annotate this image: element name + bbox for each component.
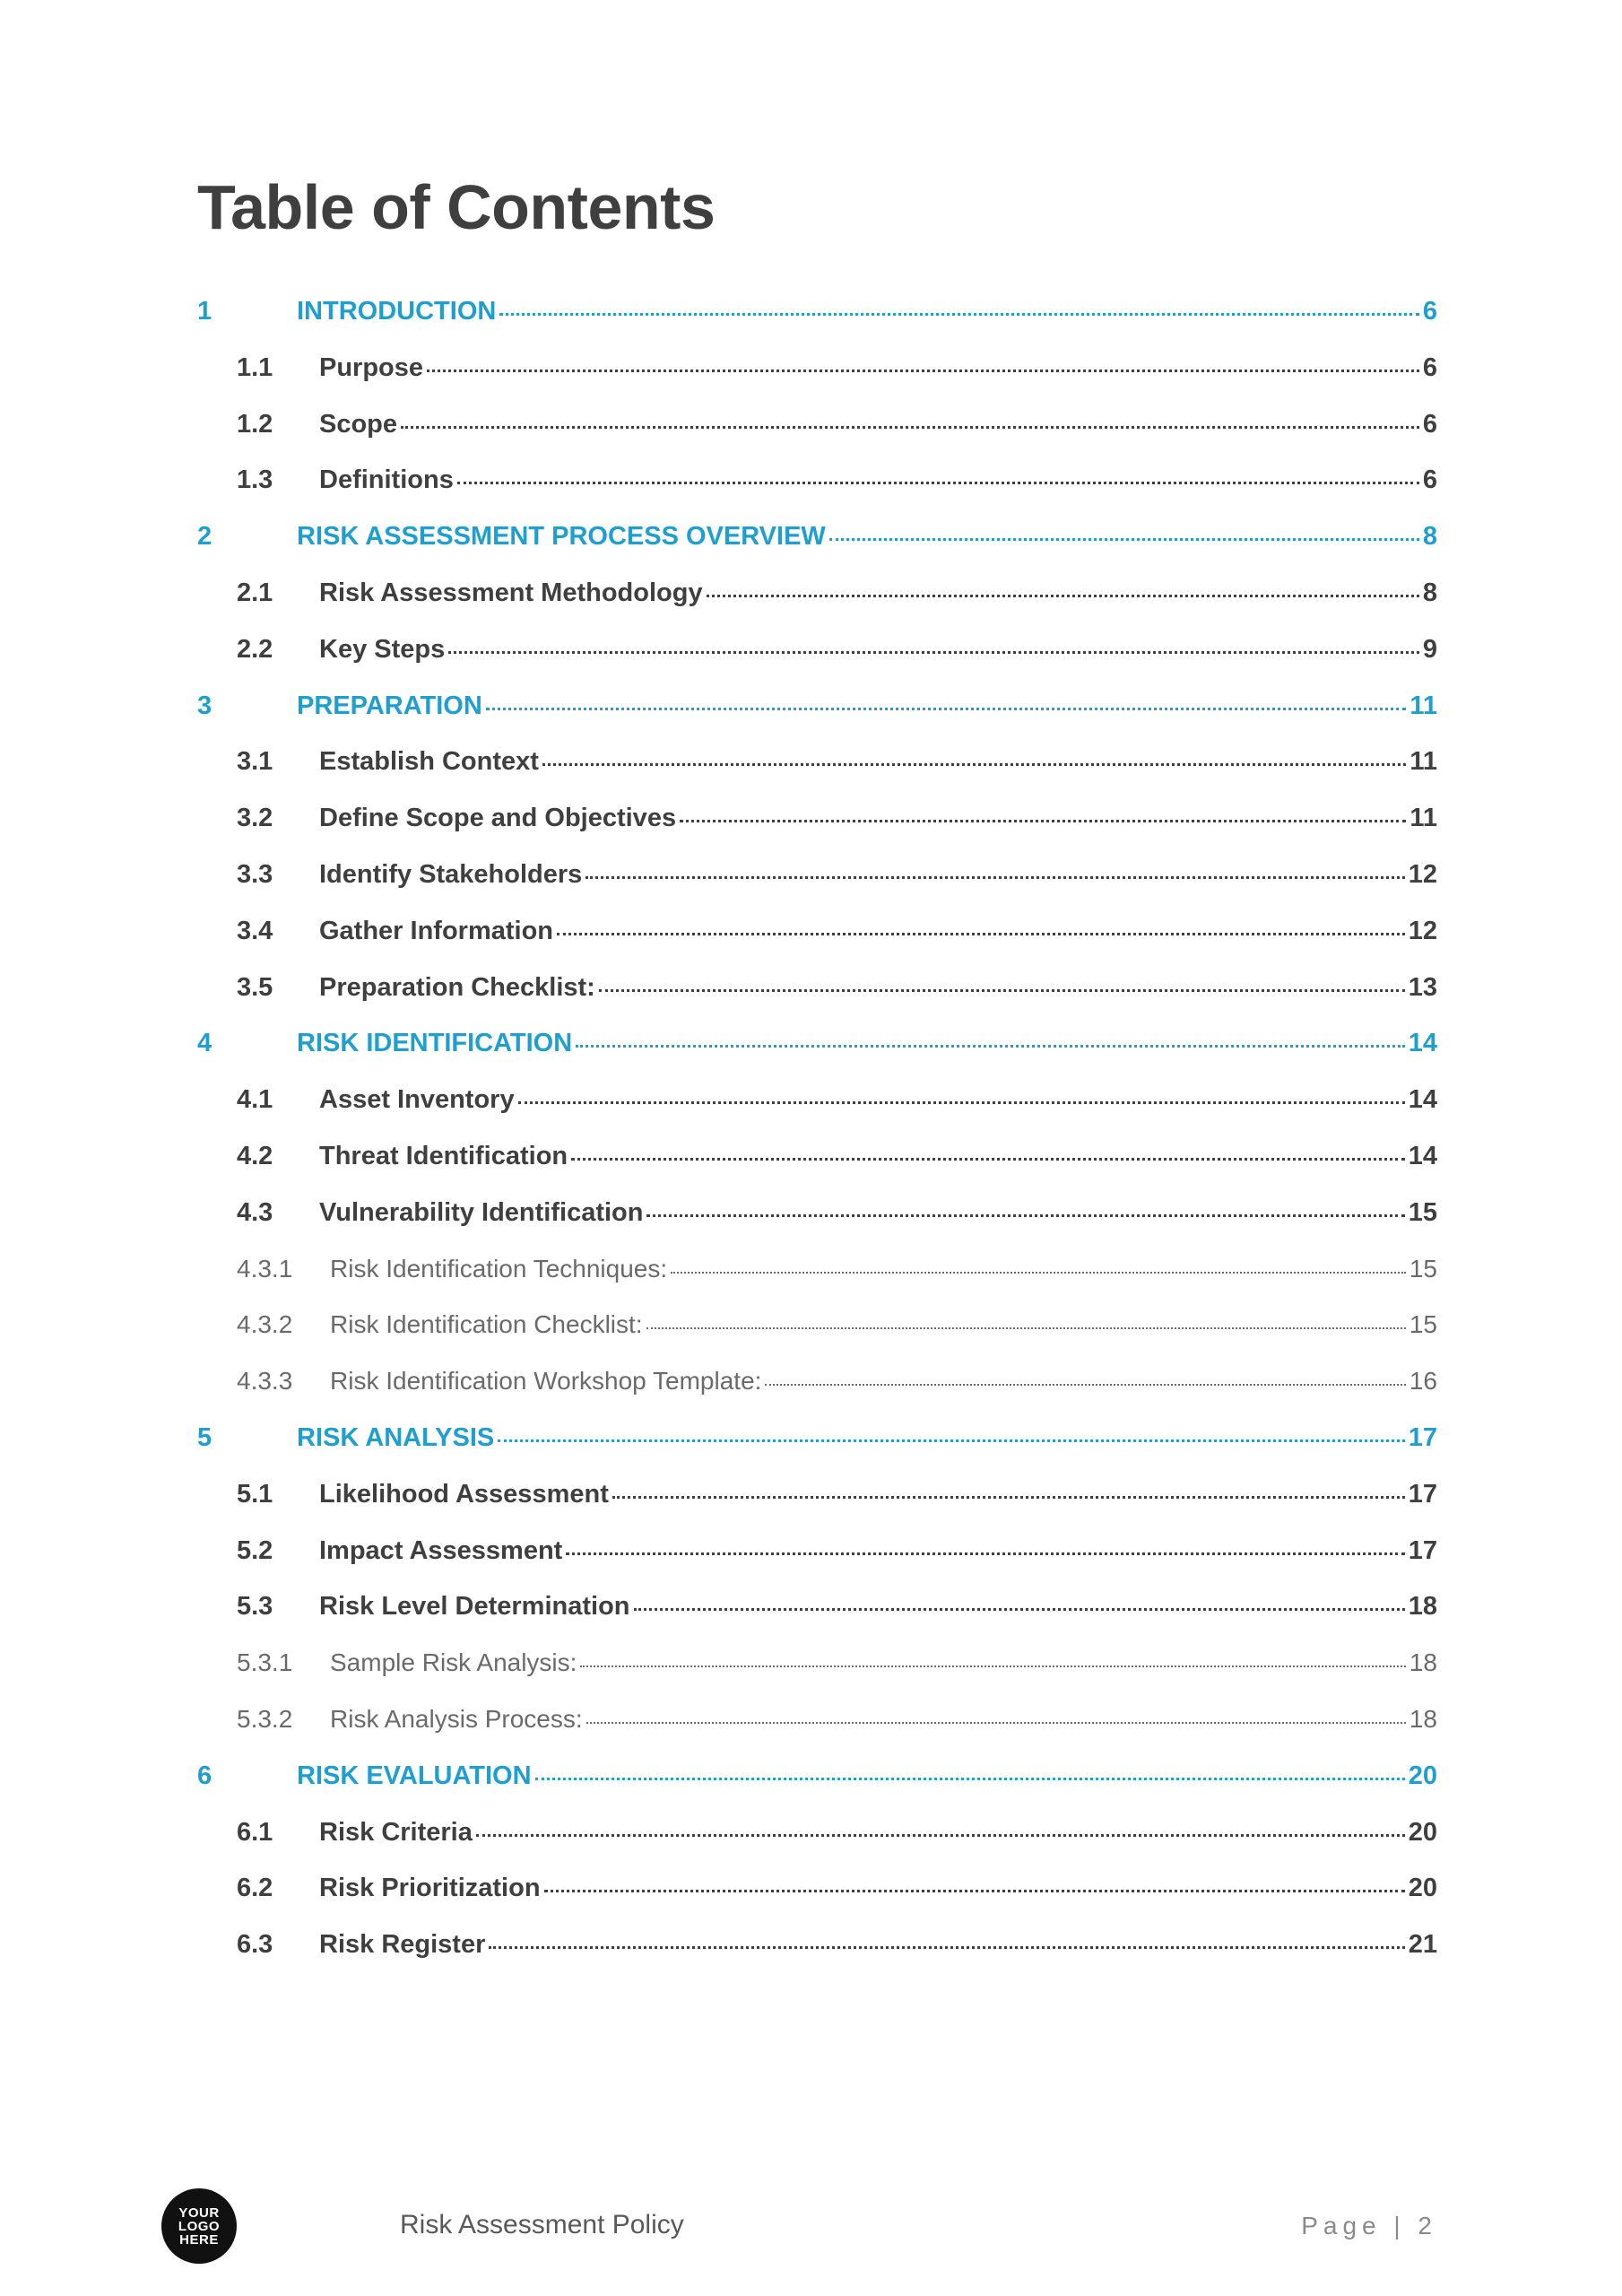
toc-dot-leader — [585, 876, 1404, 879]
toc-entry-number: 3.5 — [237, 972, 273, 1002]
toc-entry-title: Identify Stakeholders — [319, 859, 583, 889]
toc-dot-leader — [557, 933, 1405, 935]
toc-entry-4[interactable] — [197, 1031, 1437, 1087]
toc-entry-4-3-3[interactable] — [197, 1369, 1437, 1425]
toc-entry-number: 3.3 — [237, 859, 273, 889]
toc-entry-title: Purpose — [319, 352, 424, 382]
toc-entry-page: 12 — [1408, 859, 1437, 889]
toc-entry-page: 6 — [1422, 465, 1437, 495]
toc-entry-title: Risk Identification Workshop Template: — [330, 1367, 762, 1396]
toc-entry-3-5[interactable] — [197, 972, 1437, 1031]
toc-entry-number: 5.3.2 — [237, 1704, 293, 1733]
toc-entry-title: RISK ANALYSIS — [297, 1422, 495, 1452]
toc-entry-number: 3.1 — [237, 747, 273, 777]
toc-entry-page: 15 — [1409, 1310, 1437, 1339]
toc-entry-page: 8 — [1422, 578, 1437, 607]
toc-entry-title: Risk Prioritization — [319, 1874, 541, 1903]
toc-entry-1-3[interactable] — [197, 467, 1437, 524]
toc-entry-number: 4.3.3 — [237, 1367, 293, 1396]
toc-entry-page: 18 — [1408, 1592, 1437, 1622]
toc-entry-5-2[interactable] — [197, 1535, 1437, 1595]
toc-entry-4-3-2[interactable] — [197, 1312, 1437, 1369]
toc-entry-number: 2.1 — [237, 578, 273, 607]
toc-entry-title: Risk Criteria — [319, 1817, 473, 1847]
toc-dot-leader — [829, 538, 1419, 541]
toc-dot-leader — [707, 595, 1419, 597]
toc-dot-leader — [448, 651, 1419, 654]
toc-entry-page: 12 — [1408, 916, 1437, 945]
toc-dot-leader — [646, 1214, 1404, 1217]
toc-entry-3-3[interactable] — [197, 859, 1437, 918]
toc-entry-page: 14 — [1408, 1085, 1437, 1115]
toc-entry-page: 15 — [1408, 1197, 1437, 1227]
toc-entry-title: Key Steps — [319, 634, 446, 664]
toc-entry-title: Define Scope and Objectives — [319, 804, 677, 833]
footer-document-title: Risk Assessment Policy — [400, 2210, 684, 2239]
toc-entry-4-1[interactable] — [197, 1087, 1437, 1144]
toc-entry-number: 4.3.1 — [237, 1254, 293, 1283]
page-title: Table of Contents — [197, 172, 716, 242]
toc-entry-number: 3.4 — [237, 916, 273, 945]
toc-entry-3-1[interactable] — [197, 749, 1437, 805]
toc-dot-leader — [576, 1045, 1405, 1048]
logo-line: YOUR — [178, 2205, 220, 2221]
toc-dot-leader — [499, 313, 1419, 316]
toc-entry-page: 21 — [1408, 1930, 1437, 1960]
logo-line: HERE — [179, 2231, 219, 2248]
toc-entry-title: INTRODUCTION — [297, 297, 497, 326]
toc-entry-2-2[interactable] — [197, 634, 1437, 693]
toc-entry-number: 1.3 — [237, 465, 273, 495]
toc-entry-page: 11 — [1409, 747, 1437, 777]
toc-entry-title: Gather Information — [319, 916, 554, 945]
toc-entry-title: Asset Inventory — [319, 1085, 515, 1115]
toc-entry-page: 16 — [1409, 1367, 1437, 1396]
toc-entry-title: PREPARATION — [297, 691, 482, 720]
toc-entry-page: 8 — [1422, 522, 1437, 552]
toc-entry-title: RISK EVALUATION — [297, 1761, 532, 1790]
toc-dot-leader — [486, 708, 1407, 710]
toc-entry-number: 4.1 — [237, 1085, 273, 1115]
toc-dot-leader — [566, 1552, 1404, 1555]
toc-entry-title: Sample Risk Analysis: — [330, 1648, 577, 1677]
toc-entry-number: 1 — [197, 297, 213, 326]
toc-entry-number: 6.1 — [237, 1817, 273, 1847]
toc-entry-title: Establish Context — [319, 747, 539, 777]
toc-entry-6[interactable] — [197, 1763, 1437, 1820]
toc-entry-title: Vulnerability Identification — [319, 1197, 644, 1227]
toc-entry-1[interactable] — [197, 299, 1437, 355]
toc-entry-number: 3.2 — [237, 804, 273, 833]
toc-entry-3[interactable] — [197, 693, 1437, 750]
toc-entry-number: 3 — [197, 691, 213, 720]
toc-entry-page: 14 — [1408, 1141, 1437, 1170]
logo-line: LOGO — [178, 2218, 221, 2234]
toc-entry-page: 17 — [1408, 1535, 1437, 1565]
toc-dot-leader — [571, 1158, 1405, 1161]
toc-entry-title: Risk Level Determination — [319, 1592, 630, 1622]
toc-entry-page: 11 — [1409, 691, 1437, 720]
toc-entry-page: 17 — [1408, 1422, 1437, 1452]
toc-entry-title: Risk Analysis Process: — [330, 1704, 583, 1733]
toc-entry-3-4[interactable] — [197, 918, 1437, 975]
toc-entry-title: Threat Identification — [319, 1141, 568, 1170]
toc-entry-number: 5.2 — [237, 1535, 273, 1565]
toc-entry-number: 1.2 — [237, 409, 273, 439]
toc-dot-leader — [542, 763, 1406, 766]
toc-entry-title: Risk Assessment Methodology — [319, 578, 703, 607]
toc-dot-leader — [544, 1890, 1405, 1892]
toc-entry-title: Impact Assessment — [319, 1535, 563, 1565]
toc-dot-leader — [489, 1946, 1404, 1949]
toc-entry-1-1[interactable] — [197, 352, 1437, 412]
toc-entry-page: 6 — [1422, 297, 1437, 326]
toc-entry-number: 6.3 — [237, 1930, 273, 1960]
toc-dot-leader — [680, 820, 1406, 822]
toc-entry-page: 20 — [1408, 1874, 1437, 1903]
toc-dot-leader — [612, 1496, 1405, 1499]
toc-entry-page: 13 — [1408, 972, 1437, 1002]
toc-entry-5-3[interactable] — [197, 1594, 1437, 1650]
toc-entry-page: 20 — [1408, 1761, 1437, 1790]
toc-entry-4-3[interactable] — [197, 1197, 1437, 1257]
toc-entry-number: 6.2 — [237, 1874, 273, 1903]
toc-entry-5[interactable] — [197, 1422, 1437, 1482]
toc-entry-page: 14 — [1408, 1029, 1437, 1058]
toc-entry-3-2[interactable] — [197, 805, 1437, 862]
toc-entry-number: 4.3.2 — [237, 1310, 293, 1339]
toc-dot-leader — [580, 1665, 1405, 1667]
toc-dot-leader — [401, 426, 1419, 429]
toc-entry-2-1[interactable] — [197, 580, 1437, 637]
toc-entry-6-2[interactable] — [197, 1875, 1437, 1932]
toc-entry-page: 6 — [1422, 409, 1437, 439]
toc-entry-title: Risk Identification Checklist: — [330, 1310, 643, 1339]
toc-dot-leader — [498, 1439, 1405, 1442]
toc-entry-2[interactable] — [197, 524, 1437, 580]
toc-entry-title: RISK IDENTIFICATION — [297, 1029, 573, 1058]
toc-entry-number: 2.2 — [237, 634, 273, 664]
toc-dot-leader — [599, 989, 1405, 992]
toc-entry-title: Risk Register — [319, 1930, 486, 1960]
toc-entry-4-3-1[interactable] — [197, 1254, 1437, 1313]
table-of-contents — [197, 299, 1437, 1988]
toc-dot-leader — [634, 1608, 1405, 1611]
toc-entry-number: 5.3.1 — [237, 1648, 293, 1677]
toc-entry-number: 5.1 — [237, 1479, 273, 1509]
toc-entry-title: RISK ASSESSMENT PROCESS OVERVIEW — [297, 522, 826, 552]
toc-entry-5-3-2[interactable] — [197, 1704, 1437, 1763]
toc-entry-number: 5 — [197, 1422, 213, 1452]
toc-entry-page: 20 — [1408, 1817, 1437, 1847]
toc-entry-page: 17 — [1408, 1479, 1437, 1509]
toc-dot-leader — [535, 1778, 1405, 1780]
toc-dot-leader — [476, 1834, 1405, 1837]
toc-entry-page: 6 — [1422, 352, 1437, 382]
toc-entry-4-2[interactable] — [197, 1141, 1437, 1200]
toc-entry-6-3[interactable] — [197, 1932, 1437, 1988]
toc-dot-leader — [586, 1722, 1406, 1724]
toc-entry-title: Preparation Checklist: — [319, 972, 595, 1002]
toc-dot-leader — [518, 1101, 1405, 1104]
toc-entry-number: 5.3 — [237, 1592, 273, 1622]
toc-entry-5-1[interactable] — [197, 1479, 1437, 1538]
toc-entry-number: 4.2 — [237, 1141, 273, 1170]
toc-entry-number: 4 — [197, 1029, 213, 1058]
toc-entry-number: 6 — [197, 1761, 213, 1790]
toc-dot-leader — [457, 482, 1419, 484]
toc-entry-title: Scope — [319, 409, 398, 439]
toc-entry-number: 4.3 — [237, 1197, 273, 1227]
toc-entry-title: Risk Identification Techniques: — [330, 1254, 668, 1283]
toc-entry-1-2[interactable] — [197, 409, 1437, 468]
toc-dot-leader — [427, 370, 1419, 372]
logo — [161, 2188, 237, 2264]
toc-dot-leader — [765, 1384, 1405, 1386]
toc-entry-page: 9 — [1422, 634, 1437, 664]
toc-entry-title: Likelihood Assessment — [319, 1479, 609, 1509]
toc-entry-page: 15 — [1409, 1254, 1437, 1283]
toc-entry-page: 18 — [1409, 1648, 1437, 1677]
toc-entry-number: 1.1 — [237, 352, 273, 382]
toc-entry-page: 11 — [1409, 804, 1437, 833]
footer-page-number: Page | 2 — [1301, 2212, 1437, 2239]
toc-dot-leader — [646, 1327, 1406, 1329]
toc-entry-title: Definitions — [319, 465, 454, 495]
toc-entry-number: 2 — [197, 522, 213, 552]
toc-entry-6-1[interactable] — [197, 1817, 1437, 1876]
toc-dot-leader — [671, 1272, 1406, 1274]
toc-entry-5-3-1[interactable] — [197, 1650, 1437, 1707]
toc-entry-page: 18 — [1409, 1704, 1437, 1733]
